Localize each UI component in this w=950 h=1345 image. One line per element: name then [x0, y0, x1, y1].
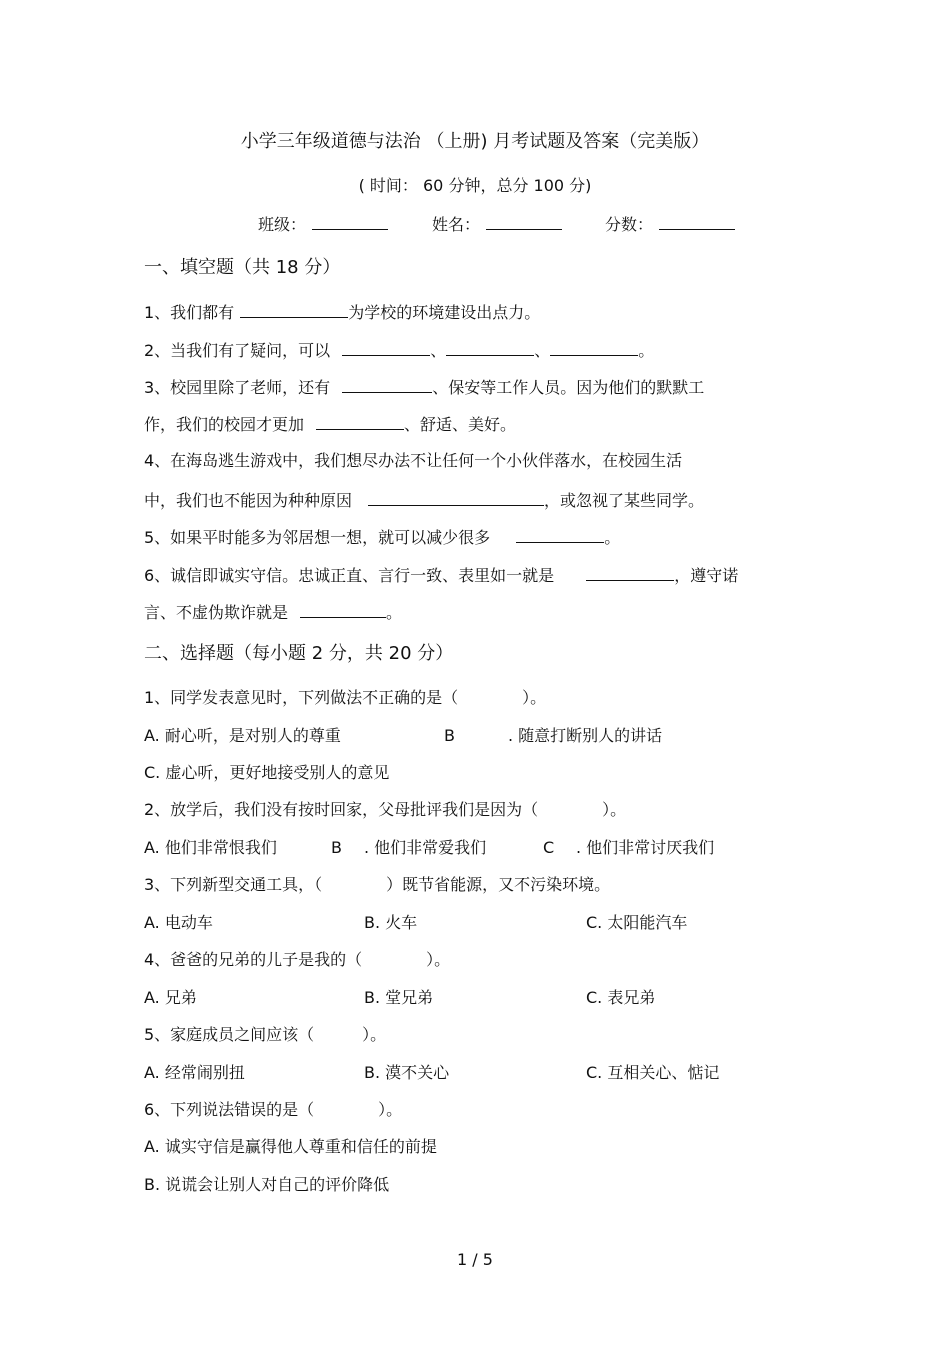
page-number: 1 / 5	[457, 1250, 493, 1269]
answer-blank	[516, 526, 604, 543]
answer-blank	[446, 339, 534, 356]
score-blank	[659, 213, 735, 230]
question-line	[144, 301, 540, 323]
question-line	[144, 564, 738, 586]
option-c: C. 虚心听，更好地接受别人的意见	[144, 763, 390, 782]
answer-blank	[316, 413, 404, 430]
option-b: B. 漠不关心	[364, 1063, 450, 1082]
question-text: ，遵守诺	[674, 566, 739, 585]
option-b: B	[444, 726, 455, 745]
option-a: A. 他们非常恨我们	[144, 838, 277, 857]
question-text: 为学校的环境建设出点力。	[348, 303, 541, 322]
option-b: B. 说谎会让别人对自己的评价降低	[144, 1175, 390, 1194]
question-line: 2、放学后，我们没有按时回家，父母批评我们是因为（ ）。	[144, 800, 627, 819]
option-a: A. 诚实守信是赢得他人尊重和信任的前提	[144, 1137, 437, 1156]
answer-blank	[586, 564, 674, 581]
option-c: C	[543, 838, 555, 857]
page-title: 小学三年级道德与法治 （上册) 月考试题及答案（完美版）	[240, 131, 710, 152]
question-text: 、	[430, 341, 447, 360]
answer-blank	[300, 601, 386, 618]
score-field	[605, 213, 735, 235]
option-b: B. 堂兄弟	[364, 988, 434, 1007]
option-b-text: . 随意打断别人的讲话	[508, 726, 663, 745]
option-a: A. 电动车	[144, 913, 213, 932]
question-line	[144, 376, 704, 398]
option-c: C. 表兄弟	[586, 988, 656, 1007]
answer-blank	[550, 339, 638, 356]
name-blank	[486, 213, 562, 230]
question-text: 、保安等工作人员。因为他们的默默工	[432, 378, 705, 397]
question-text: 、	[534, 341, 551, 360]
option-b-text: . 他们非常爱我们	[364, 838, 487, 857]
section-heading-choice: 二、选择题（每小题 2 分，共 20 分）	[144, 643, 454, 664]
class-blank	[312, 213, 388, 230]
question-line: 4、爸爸的兄弟的儿子是我的（ ）。	[144, 950, 451, 969]
exam-info: ( 时间： 60 分钟，总分 100 分)	[358, 176, 592, 195]
question-text: 。	[638, 341, 655, 360]
question-text: 6、诚信即诚实守信。忠诚正直、言行一致、表里如一就是	[144, 566, 555, 585]
option-a: A. 兄弟	[144, 988, 197, 1007]
option-b: B	[331, 838, 342, 857]
question-text: 1、我们都有	[144, 303, 235, 322]
question-text: 。	[386, 603, 403, 622]
option-c: C. 互相关心、惦记	[586, 1063, 720, 1082]
question-line: 1、同学发表意见时，下列做法不正确的是（ ）。	[144, 688, 547, 707]
name-label: 姓名：	[432, 215, 481, 234]
answer-blank	[342, 339, 430, 356]
class-label: 班级：	[258, 215, 307, 234]
question-line	[144, 489, 704, 511]
question-text: 3、校园里除了老师，还有	[144, 378, 331, 397]
question-text: ，或忽视了某些同学。	[544, 491, 705, 510]
question-line: 3、下列新型交通工具，（ ）既节省能源，又不污染环境。	[144, 875, 611, 894]
option-b: B. 火车	[364, 913, 418, 932]
question-text: 作，我们的校园才更加	[144, 415, 305, 434]
question-line	[144, 413, 516, 435]
question-text: 。	[604, 528, 621, 547]
option-a: A. 经常闹别扭	[144, 1063, 245, 1082]
class-field	[258, 213, 388, 235]
question-text: 5、如果平时能多为邻居想一想，就可以减少很多	[144, 528, 491, 547]
question-line: 6、下列说法错误的是（ ）。	[144, 1100, 403, 1119]
question-text: 中，我们也不能因为种种原因	[144, 491, 353, 510]
section-heading-fill: 一、填空题（共 18 分）	[144, 257, 341, 278]
answer-blank	[240, 301, 348, 318]
option-a: A. 耐心听，是对别人的尊重	[144, 726, 341, 745]
question-line	[144, 339, 654, 361]
question-text: 2、当我们有了疑问，可以	[144, 341, 331, 360]
option-c-text: . 他们非常讨厌我们	[576, 838, 715, 857]
option-c: C. 太阳能汽车	[586, 913, 688, 932]
question-line: 5、家庭成员之间应该（ ）。	[144, 1025, 387, 1044]
answer-blank	[368, 489, 544, 506]
question-line	[144, 601, 402, 623]
question-text: 言、不虚伪欺诈就是	[144, 603, 289, 622]
name-field	[432, 213, 562, 235]
answer-blank	[342, 376, 432, 393]
question-line: 4、在海岛逃生游戏中，我们想尽办法不让任何一个小伙伴落水，在校园生活	[144, 451, 683, 470]
question-line	[144, 526, 620, 548]
score-label: 分数：	[605, 215, 654, 234]
question-text: 、舒适、美好。	[404, 415, 517, 434]
